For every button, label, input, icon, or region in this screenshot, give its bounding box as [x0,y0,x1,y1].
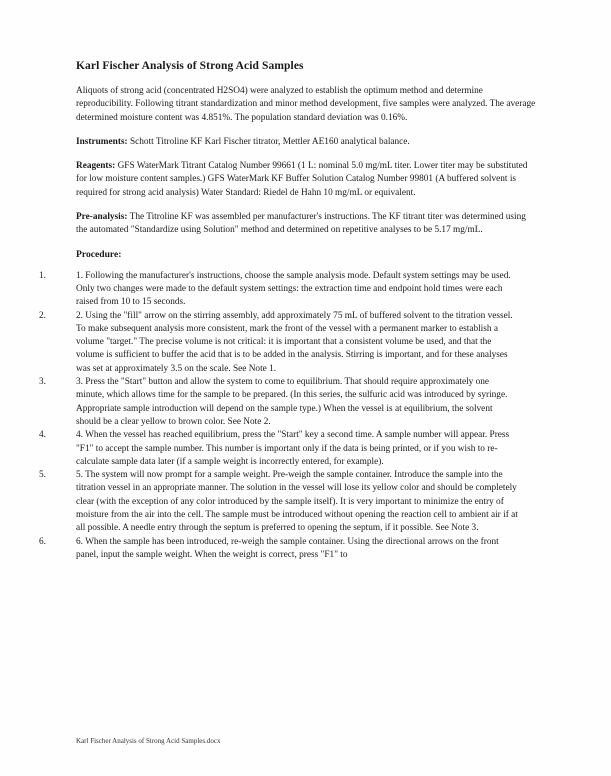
pre-analysis-paragraph [76,211,538,238]
reagents-text: GFS WaterMark Titrant Catalog Number 99661 (1 L: nominal 5.0 mg/mL titer. Lower titer may be substituted for low moisture content samples.) GFS WaterMark KF Buffer Solution Catalog Number 99801 (A buffered solvent is required for strong acid analysis) Water Standard: Riedel de Hahn 10 mg/mL or equivalent. [76,161,528,198]
step-number: 3. [39,377,46,388]
document-title: Karl Fischer Analysis of Strong Acid Samples [76,60,304,72]
procedure-step [39,536,519,563]
step-number: 6. [39,536,46,547]
procedure-heading: Procedure: [76,248,122,260]
document-body [39,60,538,562]
procedure-list [39,270,519,563]
reagents-paragraph [76,160,538,200]
step-number: 1. [39,270,46,281]
instruments-text: Schott Titroline KF Karl Fischer titrator, Mettler AE160 analytical balance. [127,136,410,147]
step-number: 5. [39,470,46,481]
procedure-step [39,469,519,535]
step-number: 4. [39,430,46,441]
instruments-paragraph [76,136,538,149]
procedure-step [39,376,519,429]
step-text: 4. When the vessel has reached equilibrium, press the "Start" key a second time. A sample number will appear. Press "F1" to accept the sample number. This number is important only if the data is being printed, or if you wish to re-calculate sample data later (if a sample weight is incorrectly entered, for example). [76,430,510,467]
reagents-label: Reagents: [76,161,116,172]
procedure-step [39,270,519,310]
procedure-step [39,310,519,376]
intro-paragraph: Aliquots of strong acid (concentrated H2SO4) were analyzed to establish the optimum method and determine reproducibility. Following titrant standardization and minor method development, five samples were analyzed. The average determined moisture content was 4.851%. The population standard deviation was 0.16%. [76,86,536,123]
step-text: 5. The system will now prompt for a sample weight. Pre-weigh the sample container. Introduce the sample into the titration vessel in an appropriate manner. The solution in the vessel will lose its yellow color and should be completely clear (with the exception of any color introduced by the sample itself). It is very important to minimize the entry of moisture from the air into the cell. The sample must be introduced without opening the reaction cell to ambient air if at all possible. A needle entry through the septum is preferred to opening the septum, if it possible. See Note 3. [76,470,518,534]
pre-analysis-label: Pre-analysis: [76,212,128,223]
page-footer: Karl Fischer Analysis of Strong Acid Samples.docx [76,737,221,745]
procedure-step [39,429,519,469]
step-text: 3. Press the "Start" button and allow the system to come to equilibrium. That should require approximately one minute, which allows time for the sample to be prepared. (In this series, the sulfuric acid was introduced by syringe. Appropriate sample introduction will depend on the sample type.) When the vessel is at equilibrium, the solvent should be a clear yellow to brown color. See Note 2. [76,377,508,427]
instruments-label: Instruments: [76,136,128,147]
pre-analysis-text: The Titroline KF was assembled per manufacturer's instructions. The KF titrant titer was determined using the automated "Standardize using Solution" method and determined on repetitive analyses to be 5.17 mg/mL. [76,212,526,236]
step-text: 1. Following the manufacturer's instructions, choose the sample analysis mode. Default system settings may be used. Only two changes were made to the default system settings: the extraction time and endpoint hold times were each raised from 10 to 15 seconds. [76,270,511,308]
step-number: 2. [39,310,46,321]
step-text: 6. When the sample has been introduced, re-weigh the sample container. Using the directional arrows on the front panel, input the sample weight. When the weight is correct, press "F1" to [76,536,499,560]
step-text: 2. Using the "fill" arrow on the stirring assembly, add approximately 75 mL of buffered solvent to the titration vessel. To make subsequent analysis more consistent, mark the front of the vessel with a permanent marker to establish a volume "target." The precise volume is not critical: it is important that a consistent volume be used, and that the volume is sufficient to buffer the acid that is to be added in the analysis. Stirring is important, and for these analyses was set at approximately 3.5 on the scale. See Note 1. [76,310,513,374]
